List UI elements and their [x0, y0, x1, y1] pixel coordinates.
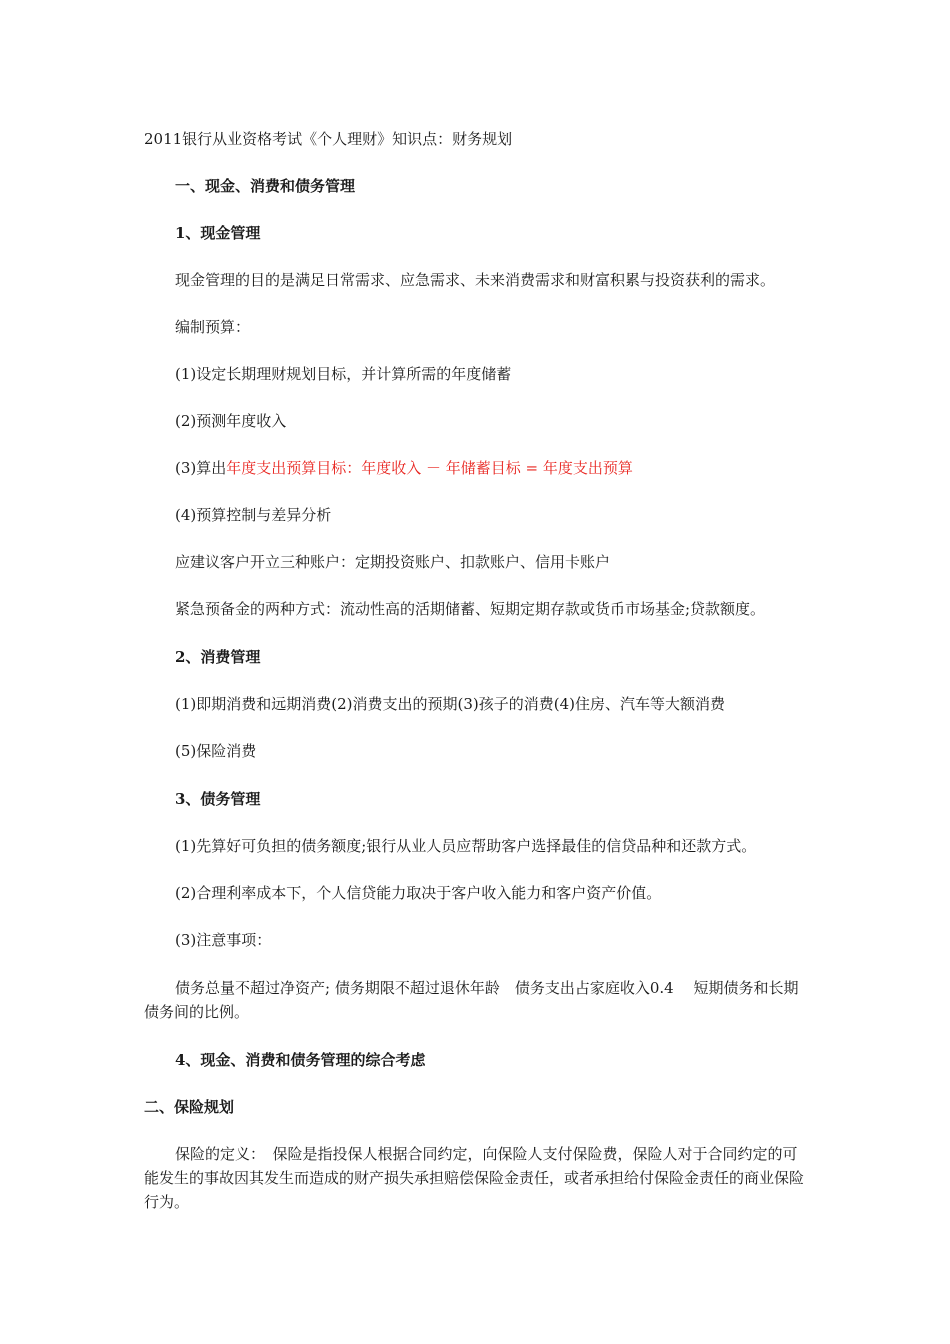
combined-management-heading: 4、现金、消费和债务管理的综合考虑 — [175, 1051, 426, 1069]
debt-item-2: (2)合理利率成本下，个人信贷能力取决于客户收入能力和客户资产价值。 — [175, 884, 662, 902]
emergency-fund: 紧急预备金的两种方式：流动性高的活期储蓄、短期定期存款或货币市场基金;贷款额度。 — [175, 600, 766, 618]
document-title — [0, 128, 950, 150]
cash-management-heading: 1、现金管理 — [175, 224, 261, 242]
accounts-advice: 应建议客户开立三种账户：定期投资账户、扣款账户、信用卡账户 — [175, 553, 611, 571]
section2-heading: 二、保险规划 — [144, 1098, 235, 1116]
budget-step-1: (1)设定长期理财规划目标，并计算所需的年度储蓄 — [175, 365, 512, 383]
budget-step-3 — [0, 457, 950, 479]
cash-management-purpose: 现金管理的目的是满足日常需求、应急需求、未来消费需求和财富积累与投资获利的需求。 — [175, 271, 776, 289]
budget-formula-highlight: 年度支出预算目标：年度收入 － 年储蓄目标 = 年度支出预算 — [226, 459, 633, 477]
consumption-items-1: (1)即期消费和远期消费(2)消费支出的预期(3)孩子的消费(4)住房、汽车等大额消费 — [175, 695, 725, 713]
budget-step-4: (4)预算控制与差异分析 — [175, 506, 332, 524]
consumption-items-2: (5)保险消费 — [175, 742, 257, 760]
document-title-text: 2011银行从业资格考试《个人理财》知识点：财务规划 — [144, 130, 513, 148]
budget-step-3-prefix: (3)算出 — [175, 459, 227, 477]
insurance-definition: 保险的定义： 保险是指投保人根据合同约定，向保险人支付保险费，保险人对于合同约定的可能发生的事故因其发生而造成的财产损失承担赔偿保险金责任，或者承担给付保险金责任的商业保险行为。 — [144, 1145, 805, 1211]
section1-heading: 一、现金、消费和债务管理 — [175, 177, 356, 195]
consumption-management-heading: 2、消费管理 — [175, 648, 261, 666]
debt-item-3: (3)注意事项： — [175, 931, 272, 949]
budget-label: 编制预算： — [175, 318, 251, 336]
debt-notes: 债务总量不超过净资产; 债务期限不超过退休年龄 债务支出占家庭收入0.4 短期债务和长期债务间的比例。 — [144, 979, 799, 1021]
debt-item-1: (1)先算好可负担的债务额度;银行从业人员应帮助客户选择最佳的信贷品种和还款方式。 — [175, 837, 757, 855]
budget-step-2: (2)预测年度收入 — [175, 412, 287, 430]
debt-management-heading: 3、债务管理 — [175, 790, 261, 808]
